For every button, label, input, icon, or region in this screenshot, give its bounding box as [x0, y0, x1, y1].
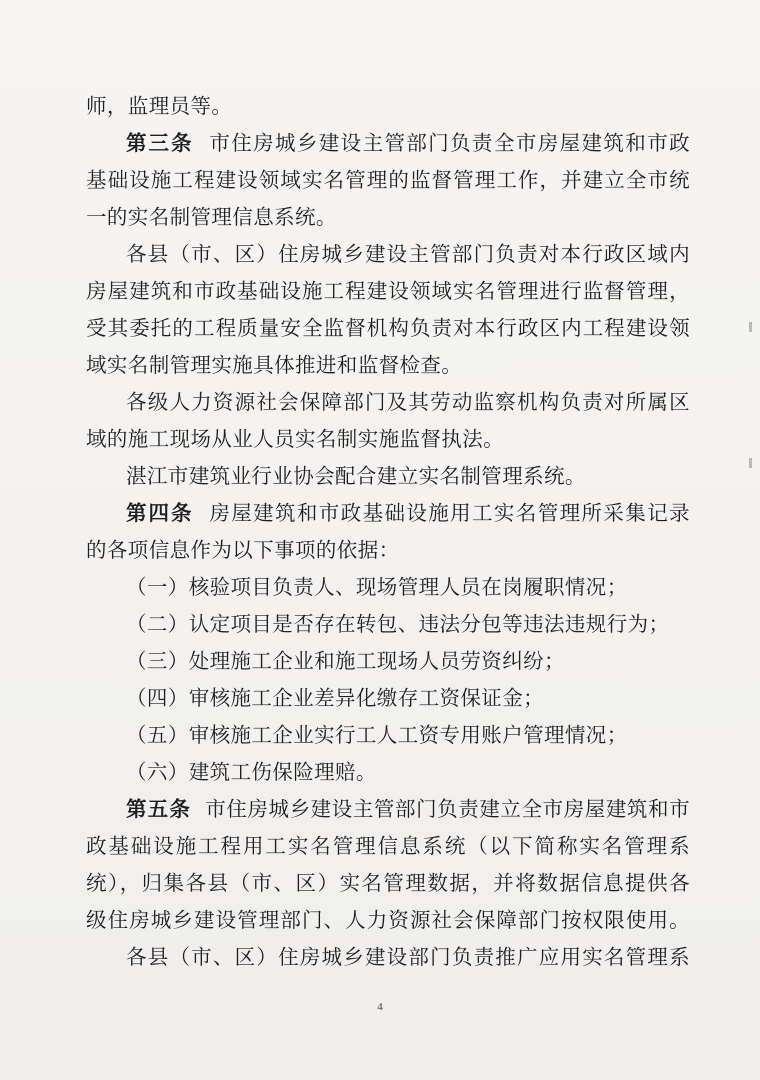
article-gap — [193, 131, 209, 155]
page-number: 4 — [377, 1001, 383, 1013]
text-line — [86, 939, 690, 976]
text-line — [86, 310, 690, 347]
text-line — [86, 199, 690, 236]
line-text: 政基础设施工程用工实名管理信息系统（以下简称实名管理系 — [86, 834, 690, 858]
line-text: 湛江市建筑业行业协会配合建立实名制管理系统。 — [126, 464, 586, 488]
article-number: 第四条 — [126, 501, 194, 525]
text-line — [86, 532, 690, 569]
text-line — [86, 236, 690, 273]
line-text: 师，监理员等。 — [86, 94, 233, 118]
line-text: 各县（市、区）住房城乡建设部门负责推广应用实名管理系 — [126, 945, 690, 969]
line-text: （四）审核施工企业差异化缴存工资保证金； — [126, 686, 544, 710]
article-gap — [191, 797, 205, 821]
text-line — [86, 458, 690, 495]
text-line — [86, 643, 690, 680]
article-number: 第三条 — [126, 131, 194, 155]
text-line — [86, 162, 690, 199]
line-text: 各级人力资源社会保障部门及其劳动监察机构负责对所属区 — [126, 390, 690, 414]
line-text: （三）处理施工企业和施工现场人员劳资纠纷； — [126, 649, 565, 673]
line-text: 的各项信息作为以下事项的依据： — [86, 538, 400, 562]
line-text: （五）审核施工企业实行工人工资专用账户管理情况； — [126, 723, 628, 747]
text-line — [86, 347, 690, 384]
line-text: 市住房城乡建设主管部门负责建立全市房屋建筑和市 — [205, 797, 690, 821]
article-number: 第五条 — [126, 797, 192, 821]
line-text: 受其委托的工程质量安全监督机构负责对本行政区内工程建设领 — [86, 316, 690, 340]
text-line — [86, 717, 690, 754]
scan-edge-mark — [749, 458, 752, 468]
scan-edge-mark — [749, 322, 752, 332]
text-line — [86, 828, 690, 865]
line-text: 统），归集各县（市、区）实名管理数据，并将数据信息提供各 — [86, 871, 690, 895]
line-text: 域的施工现场从业人员实名制实施监督执法。 — [86, 427, 504, 451]
article-line — [86, 495, 690, 532]
line-text: 市住房城乡建设主管部门负责全市房屋建筑和市政 — [209, 131, 690, 155]
line-text: （一）核验项目负责人、现场管理人员在岗履职情况； — [126, 575, 628, 599]
text-line — [86, 384, 690, 421]
line-text: 级住房城乡建设管理部门、人力资源社会保障部门按权限使用。 — [86, 908, 690, 932]
text-line — [86, 421, 690, 458]
line-text: 各县（市、区）住房城乡建设主管部门负责对本行政区域内 — [126, 242, 690, 266]
text-line — [86, 865, 690, 902]
line-text: （六）建筑工伤保险理赔。 — [126, 760, 377, 784]
text-line — [86, 88, 690, 125]
text-line — [86, 754, 690, 791]
line-text: 一的实名制管理信息系统。 — [86, 205, 337, 229]
article-gap — [193, 501, 209, 525]
line-text: 域实名制管理实施具体推进和监督检查。 — [86, 353, 463, 377]
article-line — [86, 125, 690, 162]
line-text: 房屋建筑和市政基础设施用工实名管理所采集记录 — [209, 501, 690, 525]
line-text: 房屋建筑和市政基础设施工程建设领域实名管理进行监督管理， — [86, 279, 690, 303]
text-line — [86, 606, 690, 643]
text-line — [86, 680, 690, 717]
article-line — [86, 791, 690, 828]
document-body — [86, 88, 690, 976]
text-line — [86, 902, 690, 939]
text-line — [86, 569, 690, 606]
text-line — [86, 273, 690, 310]
line-text: 基础设施工程建设领域实名管理的监督管理工作，并建立全市统 — [86, 168, 690, 192]
line-text: （二）认定项目是否存在转包、违法分包等违法违规行为； — [126, 612, 670, 636]
